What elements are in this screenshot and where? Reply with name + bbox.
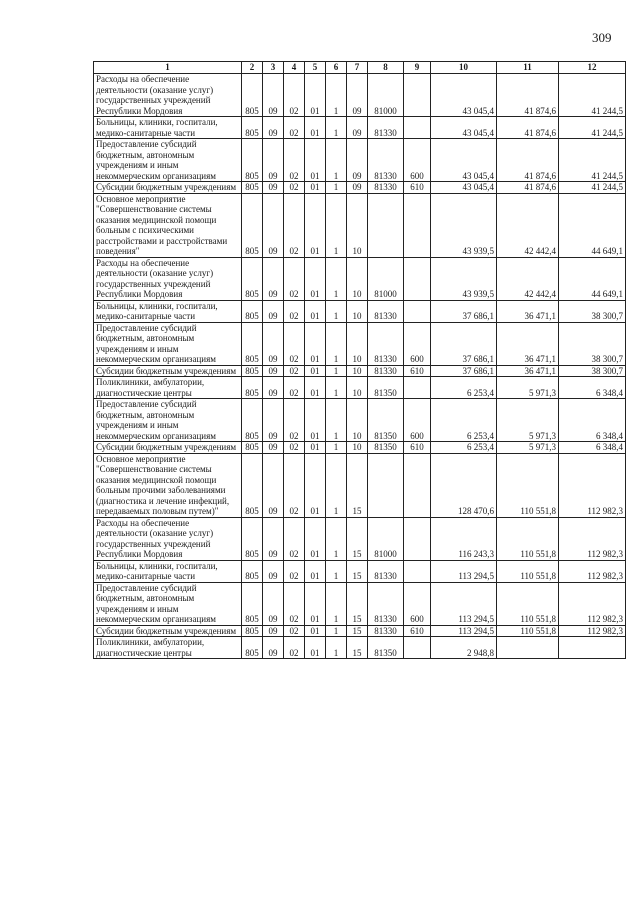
col-header: 6 [326, 62, 347, 74]
cell-code: 805 [242, 625, 263, 637]
cell-code: 02 [284, 74, 305, 117]
cell-code: 15 [347, 637, 368, 659]
cell-code: 01 [305, 582, 326, 625]
cell-amount: 6 253,4 [431, 377, 497, 399]
table-row [94, 300, 626, 322]
cell-code: 805 [242, 582, 263, 625]
cell-code: 1 [326, 365, 347, 377]
cell-code: 09 [263, 117, 284, 139]
cell-code: 09 [263, 377, 284, 399]
cell-code: 01 [305, 74, 326, 117]
cell-amount: 110 551,8 [497, 582, 559, 625]
cell-code: 01 [305, 517, 326, 560]
cell-code: 02 [284, 399, 305, 442]
cell-amount: 41 874,6 [497, 182, 559, 194]
cell-code: 610 [404, 182, 431, 194]
cell-code: 02 [284, 377, 305, 399]
cell-code: 805 [242, 257, 263, 300]
cell-code: 02 [284, 637, 305, 659]
cell-code: 09 [263, 453, 284, 517]
cell-amount: 112 982,3 [559, 582, 626, 625]
cell-code: 02 [284, 625, 305, 637]
cell-amount: 2 948,8 [431, 637, 497, 659]
cell-code: 01 [305, 193, 326, 257]
col-header: 7 [347, 62, 368, 74]
cell-code [404, 117, 431, 139]
cell-code: 01 [305, 560, 326, 582]
cell-code: 10 [347, 365, 368, 377]
cell-code: 15 [347, 625, 368, 637]
cell-code: 1 [326, 117, 347, 139]
cell-code: 1 [326, 74, 347, 117]
cell-code: 02 [284, 582, 305, 625]
cell-code [404, 257, 431, 300]
cell-code: 805 [242, 117, 263, 139]
row-name: Предоставление субсидий бюджетным, автономным учреждениям и иным некоммерческим организациям [94, 399, 242, 442]
cell-code: 1 [326, 182, 347, 194]
cell-code: 10 [347, 257, 368, 300]
table-row [94, 74, 626, 117]
cell-amount: 42 442,4 [497, 193, 559, 257]
col-header: 3 [263, 62, 284, 74]
cell-code: 81330 [368, 117, 404, 139]
cell-code: 09 [347, 74, 368, 117]
cell-code: 1 [326, 517, 347, 560]
table-row [94, 453, 626, 517]
cell-code: 805 [242, 637, 263, 659]
cell-code: 81350 [368, 377, 404, 399]
cell-code: 81330 [368, 300, 404, 322]
row-name: Основное мероприятие "Совершенствование системы оказания медицинской помощи больным с психическими расстройствами и расстройствами поведения" [94, 193, 242, 257]
row-name: Больницы, клиники, госпитали, медико-санитарные части [94, 117, 242, 139]
cell-amount: 41 244,5 [559, 117, 626, 139]
table-row [94, 193, 626, 257]
cell-amount: 6 348,4 [559, 442, 626, 454]
cell-code: 81330 [368, 322, 404, 365]
cell-code: 09 [263, 625, 284, 637]
cell-amount: 41 244,5 [559, 74, 626, 117]
cell-amount: 6 348,4 [559, 377, 626, 399]
cell-code: 01 [305, 139, 326, 182]
budget-table [93, 61, 626, 659]
row-name: Предоставление субсидий бюджетным, автономным учреждениям и иным некоммерческим организациям [94, 582, 242, 625]
cell-amount: 112 982,3 [559, 517, 626, 560]
cell-code: 805 [242, 377, 263, 399]
col-header: 10 [431, 62, 497, 74]
cell-code: 15 [347, 453, 368, 517]
cell-code: 09 [263, 322, 284, 365]
cell-code: 1 [326, 637, 347, 659]
cell-code: 610 [404, 625, 431, 637]
cell-amount: 41 874,6 [497, 117, 559, 139]
cell-code: 09 [263, 300, 284, 322]
cell-amount: 38 300,7 [559, 365, 626, 377]
table-row [94, 139, 626, 182]
cell-code: 01 [305, 182, 326, 194]
cell-amount: 44 649,1 [559, 257, 626, 300]
cell-amount: 38 300,7 [559, 322, 626, 365]
cell-code: 09 [347, 117, 368, 139]
cell-code: 81330 [368, 560, 404, 582]
cell-code: 805 [242, 560, 263, 582]
cell-code: 09 [347, 139, 368, 182]
table-row [94, 637, 626, 659]
cell-code: 10 [347, 322, 368, 365]
cell-code: 09 [263, 517, 284, 560]
cell-amount: 43 045,4 [431, 182, 497, 194]
table-row [94, 582, 626, 625]
cell-code: 1 [326, 300, 347, 322]
cell-amount: 5 971,3 [497, 377, 559, 399]
cell-code: 09 [263, 139, 284, 182]
cell-amount: 43 939,5 [431, 193, 497, 257]
cell-amount: 37 686,1 [431, 300, 497, 322]
cell-code: 01 [305, 322, 326, 365]
cell-amount: 36 471,1 [497, 365, 559, 377]
cell-code [404, 453, 431, 517]
cell-code [404, 300, 431, 322]
row-name: Основное мероприятие "Совершенствование системы оказания медицинской помощи больным прочими заболеваниями (диагностика и лечение инфекций, передаваемых половым путем)" [94, 453, 242, 517]
cell-amount: 112 982,3 [559, 560, 626, 582]
cell-code: 81000 [368, 257, 404, 300]
row-name: Больницы, клиники, госпитали, медико-санитарные части [94, 560, 242, 582]
cell-amount: 113 294,5 [431, 625, 497, 637]
table-row [94, 117, 626, 139]
row-name: Поликлиники, амбулатории, диагностические центры [94, 637, 242, 659]
cell-amount: 36 471,1 [497, 300, 559, 322]
cell-amount: 110 551,8 [497, 517, 559, 560]
cell-code: 02 [284, 182, 305, 194]
cell-code: 805 [242, 139, 263, 182]
table-row [94, 517, 626, 560]
cell-code: 09 [263, 182, 284, 194]
row-name: Субсидии бюджетным учреждениям [94, 365, 242, 377]
cell-amount: 41 874,6 [497, 74, 559, 117]
cell-code: 805 [242, 300, 263, 322]
cell-amount: 42 442,4 [497, 257, 559, 300]
table-row [94, 182, 626, 194]
cell-code [404, 74, 431, 117]
cell-code: 81000 [368, 517, 404, 560]
cell-code: 10 [347, 442, 368, 454]
cell-amount: 112 982,3 [559, 625, 626, 637]
table-row [94, 442, 626, 454]
cell-code: 01 [305, 300, 326, 322]
cell-code: 02 [284, 517, 305, 560]
cell-code: 02 [284, 139, 305, 182]
cell-code: 81330 [368, 365, 404, 377]
col-header: 2 [242, 62, 263, 74]
cell-code: 1 [326, 322, 347, 365]
cell-code: 1 [326, 193, 347, 257]
cell-amount: 41 244,5 [559, 182, 626, 194]
cell-code: 01 [305, 117, 326, 139]
row-name: Предоставление субсидий бюджетным, автономным учреждениям и иным некоммерческим организациям [94, 322, 242, 365]
cell-code: 09 [263, 365, 284, 377]
cell-code: 02 [284, 453, 305, 517]
cell-code: 02 [284, 322, 305, 365]
cell-amount: 116 243,3 [431, 517, 497, 560]
cell-code: 10 [347, 399, 368, 442]
cell-amount: 110 551,8 [497, 625, 559, 637]
cell-code: 02 [284, 300, 305, 322]
cell-amount: 113 294,5 [431, 582, 497, 625]
cell-code: 01 [305, 637, 326, 659]
cell-code: 09 [263, 637, 284, 659]
cell-code: 1 [326, 442, 347, 454]
cell-code: 02 [284, 442, 305, 454]
cell-amount: 5 971,3 [497, 442, 559, 454]
row-name: Больницы, клиники, госпитали, медико-санитарные части [94, 300, 242, 322]
cell-code [404, 560, 431, 582]
cell-amount: 6 348,4 [559, 399, 626, 442]
cell-code: 1 [326, 453, 347, 517]
table-row [94, 399, 626, 442]
cell-code: 610 [404, 365, 431, 377]
table-row [94, 257, 626, 300]
row-name: Субсидии бюджетным учреждениям [94, 625, 242, 637]
cell-amount: 43 939,5 [431, 257, 497, 300]
cell-code: 02 [284, 365, 305, 377]
cell-code [404, 193, 431, 257]
cell-code: 81350 [368, 637, 404, 659]
table-row [94, 322, 626, 365]
cell-code: 01 [305, 377, 326, 399]
cell-code: 81330 [368, 625, 404, 637]
table-row [94, 625, 626, 637]
cell-code: 1 [326, 399, 347, 442]
row-name: Субсидии бюджетным учреждениям [94, 442, 242, 454]
cell-code: 81000 [368, 74, 404, 117]
cell-code: 600 [404, 582, 431, 625]
cell-amount: 112 982,3 [559, 453, 626, 517]
cell-amount: 36 471,1 [497, 322, 559, 365]
col-header: 8 [368, 62, 404, 74]
row-name: Расходы на обеспечение деятельности (оказание услуг) государственных учреждений Республики Мордовия [94, 257, 242, 300]
row-name: Расходы на обеспечение деятельности (оказание услуг) государственных учреждений Республики Мордовия [94, 74, 242, 117]
cell-code: 805 [242, 517, 263, 560]
col-header: 5 [305, 62, 326, 74]
cell-code: 02 [284, 193, 305, 257]
cell-code: 01 [305, 453, 326, 517]
cell-code [404, 377, 431, 399]
header-row [94, 62, 626, 74]
cell-code: 01 [305, 257, 326, 300]
cell-code: 09 [263, 257, 284, 300]
cell-code: 805 [242, 442, 263, 454]
cell-amount: 41 874,6 [497, 139, 559, 182]
cell-code: 01 [305, 442, 326, 454]
cell-code: 805 [242, 453, 263, 517]
cell-code: 02 [284, 117, 305, 139]
cell-amount: 128 470,6 [431, 453, 497, 517]
cell-code: 81330 [368, 582, 404, 625]
cell-code: 09 [347, 182, 368, 194]
row-name: Предоставление субсидий бюджетным, автономным учреждениям и иным некоммерческим организациям [94, 139, 242, 182]
cell-code: 805 [242, 399, 263, 442]
cell-code: 09 [263, 74, 284, 117]
cell-amount: 43 045,4 [431, 139, 497, 182]
cell-code: 01 [305, 399, 326, 442]
cell-amount: 41 244,5 [559, 139, 626, 182]
cell-code: 15 [347, 582, 368, 625]
cell-code: 81350 [368, 399, 404, 442]
cell-amount: 110 551,8 [497, 453, 559, 517]
row-name: Субсидии бюджетным учреждениям [94, 182, 242, 194]
cell-code: 805 [242, 365, 263, 377]
cell-amount: 43 045,4 [431, 74, 497, 117]
col-header: 4 [284, 62, 305, 74]
cell-amount: 43 045,4 [431, 117, 497, 139]
table-row [94, 560, 626, 582]
cell-code [368, 453, 404, 517]
cell-code: 10 [347, 300, 368, 322]
cell-code: 09 [263, 442, 284, 454]
cell-code: 805 [242, 193, 263, 257]
row-name: Поликлиники, амбулатории, диагностические центры [94, 377, 242, 399]
cell-code: 10 [347, 193, 368, 257]
row-name: Расходы на обеспечение деятельности (оказание услуг) государственных учреждений Республики Мордовия [94, 517, 242, 560]
cell-code: 15 [347, 517, 368, 560]
cell-code: 09 [263, 582, 284, 625]
cell-code: 1 [326, 139, 347, 182]
table-row [94, 365, 626, 377]
cell-code: 09 [263, 193, 284, 257]
cell-code: 81330 [368, 182, 404, 194]
cell-amount: 38 300,7 [559, 300, 626, 322]
cell-amount: 6 253,4 [431, 399, 497, 442]
cell-code: 600 [404, 399, 431, 442]
cell-amount: 37 686,1 [431, 365, 497, 377]
cell-amount: 5 971,3 [497, 399, 559, 442]
cell-code: 15 [347, 560, 368, 582]
table-row [94, 377, 626, 399]
cell-code: 805 [242, 182, 263, 194]
cell-code: 01 [305, 625, 326, 637]
cell-amount: 110 551,8 [497, 560, 559, 582]
cell-code [404, 517, 431, 560]
cell-amount: 37 686,1 [431, 322, 497, 365]
col-header: 11 [497, 62, 559, 74]
col-header: 9 [404, 62, 431, 74]
col-header: 1 [94, 62, 242, 74]
cell-code: 805 [242, 74, 263, 117]
cell-code: 02 [284, 560, 305, 582]
cell-amount: 44 649,1 [559, 193, 626, 257]
cell-code: 81350 [368, 442, 404, 454]
cell-code: 09 [263, 560, 284, 582]
cell-code: 1 [326, 625, 347, 637]
cell-code: 81330 [368, 139, 404, 182]
cell-code: 1 [326, 257, 347, 300]
cell-amount [559, 637, 626, 659]
cell-code: 1 [326, 560, 347, 582]
cell-amount [497, 637, 559, 659]
cell-code: 02 [284, 257, 305, 300]
cell-code: 10 [347, 377, 368, 399]
page-number: 309 [592, 30, 612, 45]
cell-code: 600 [404, 139, 431, 182]
cell-code: 09 [263, 399, 284, 442]
cell-code: 1 [326, 377, 347, 399]
col-header: 12 [559, 62, 626, 74]
cell-code: 600 [404, 322, 431, 365]
cell-code [368, 193, 404, 257]
cell-amount: 6 253,4 [431, 442, 497, 454]
cell-code [404, 637, 431, 659]
cell-code: 1 [326, 582, 347, 625]
cell-code: 805 [242, 322, 263, 365]
cell-amount: 113 294,5 [431, 560, 497, 582]
cell-code: 610 [404, 442, 431, 454]
cell-code: 01 [305, 365, 326, 377]
